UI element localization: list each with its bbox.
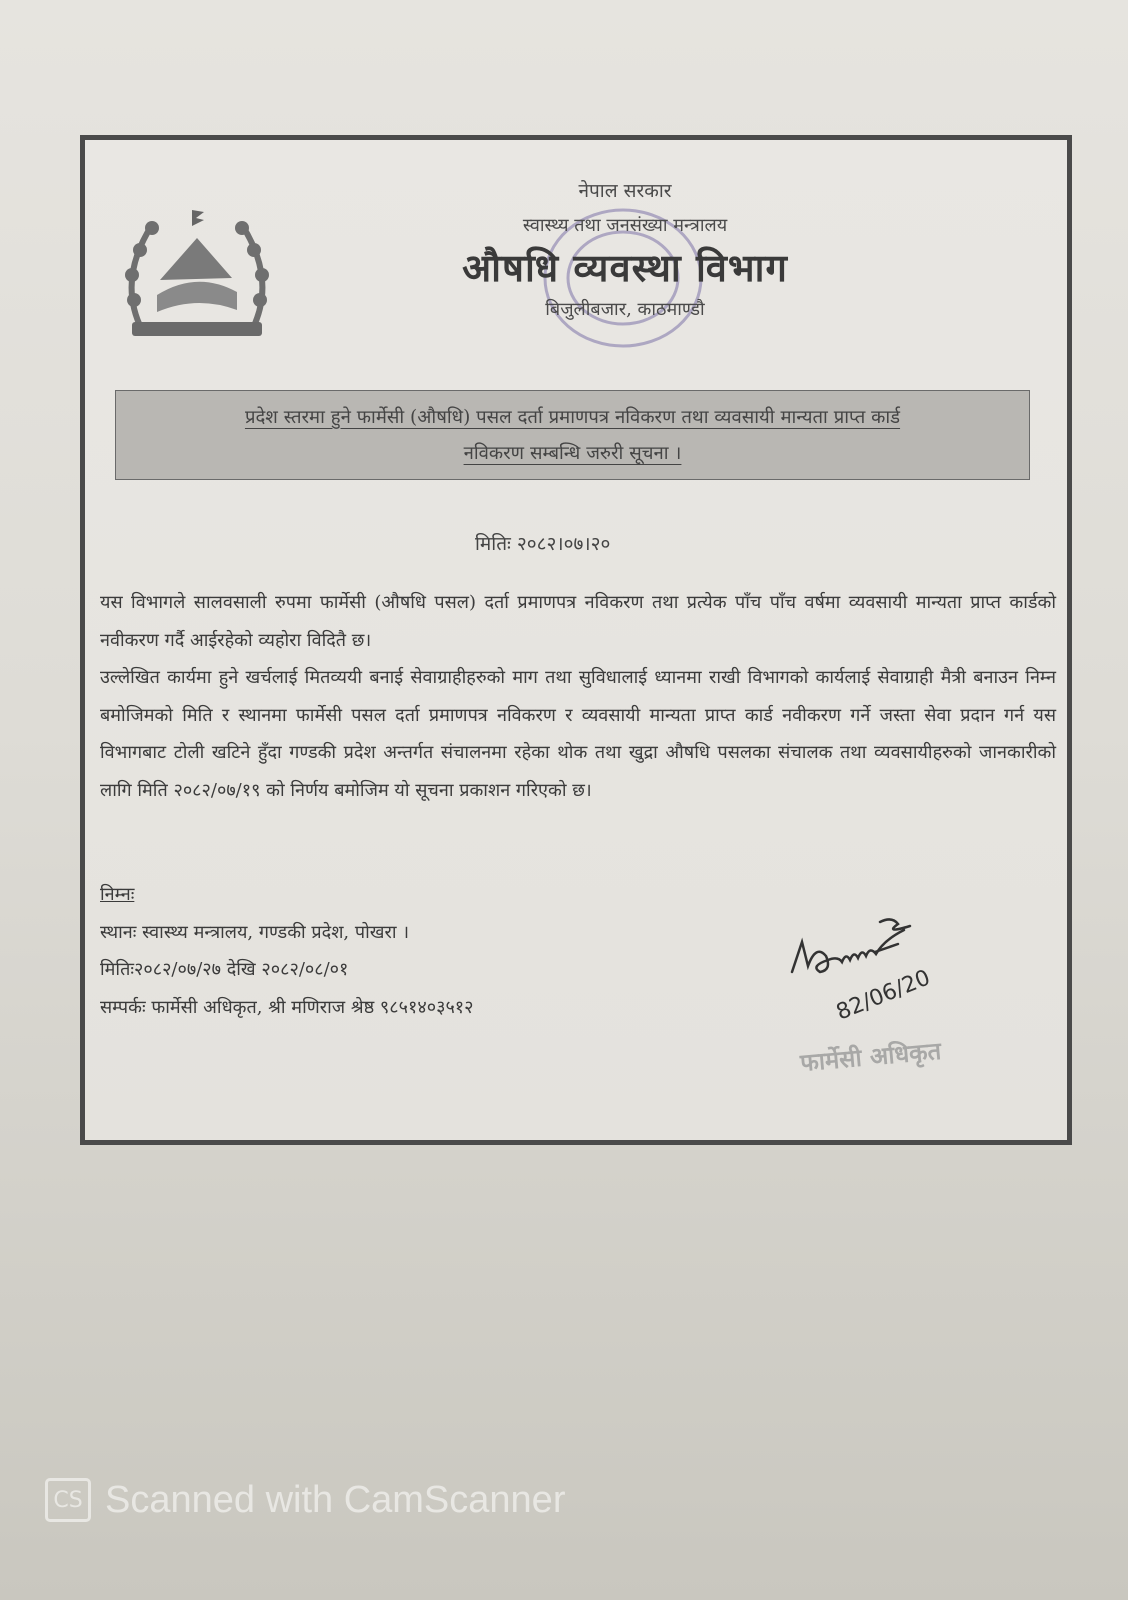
designation-stamp: फार्मेसी अधिकृत [799, 1035, 943, 1078]
notice-body [100, 584, 1056, 809]
notice-title-line2: नविकरण सम्बन्धि जरुरी सूचना । [463, 443, 682, 464]
notice-title-line1: प्रदेश स्तरमा हुने फार्मेसी (औषधि) पसल दर्ता प्रमाणपत्र नविकरण तथा व्यवसायी मान्यता प्राप्त कार्ड [244, 407, 901, 428]
schedule-section [100, 876, 474, 1026]
department-address: बिजुलीबजार, काठमाण्डौ [545, 299, 705, 320]
body-paragraph-2: उल्लेखित कार्यमा हुने खर्चलाई मितव्ययी बनाई सेवाग्राहीहरुको माग तथा सुविधालाई ध्यानमा राखी विभागको कार्यलाई सेवाग्राही मैत्री बनाउन निम्न बमोजिमको मिति र स्थानमा फार्मेसी पसल दर्ता प्रमाणपत्र नविकरण र व्यवसायी मान्यता प्राप्त कार्ड नवीकरण गर्ने जस्ता सेवा प्रदान गर्न यस विभागबाट टोली खटिने हुँदा गण्डकी प्रदेश अन्तर्गत संचालनमा रहेका थोक तथा खुद्रा औषधि पसलका संचालक तथा व्यवसायीहरुको जानकारीको लागि मिति २०८२/०७/१९ को निर्णय बमोजिम यो सूचना प्रकाशन गरिएको छ। [100, 667, 1056, 801]
notice-title-box [115, 390, 1030, 480]
department-name: औषधि व्यवस्था विभाग [462, 245, 788, 290]
camscanner-watermark [45, 1478, 565, 1522]
watermark-text: Scanned with CamScanner [105, 1478, 566, 1521]
signature-icon [780, 900, 1020, 1050]
schedule-location: स्थानः स्वास्थ्य मन्त्रालय, गण्डकी प्रदेश, पोखरा । [100, 921, 410, 943]
schedule-contact: सम्पर्कः फार्मेसी अधिकृत, श्री मणिराज श्रेष्ठ ९८५१४०३५१२ [100, 996, 474, 1018]
body-paragraph-1: यस विभागले सालवसाली रुपमा फार्मेसी (औषधि पसल) दर्ता प्रमाणपत्र नविकरण तथा प्रत्येक पाँच पाँच वर्षमा व्यवसायी मान्यता प्राप्त कार्डको नवीकरण गर्दै आईरहेको व्यहोरा विदितै छ। [100, 592, 1056, 651]
ministry-name: स्वास्थ्य तथा जनसंख्या मन्त्रालय [522, 215, 728, 236]
schedule-dates: मितिः२०८२/०७/२७ देखि २०८२/०८/०१ [100, 959, 349, 980]
government-name: नेपाल सरकार [578, 180, 672, 202]
schedule-label: निम्नः [100, 884, 135, 905]
nepal-emblem-icon [112, 200, 282, 355]
svg-text:82/06/20: 82/06/20 [832, 965, 934, 1026]
letterhead [400, 175, 850, 321]
camscanner-logo-icon: CS [45, 1478, 91, 1522]
notice-date: मितिः २०८२।०७।२० [475, 533, 611, 555]
